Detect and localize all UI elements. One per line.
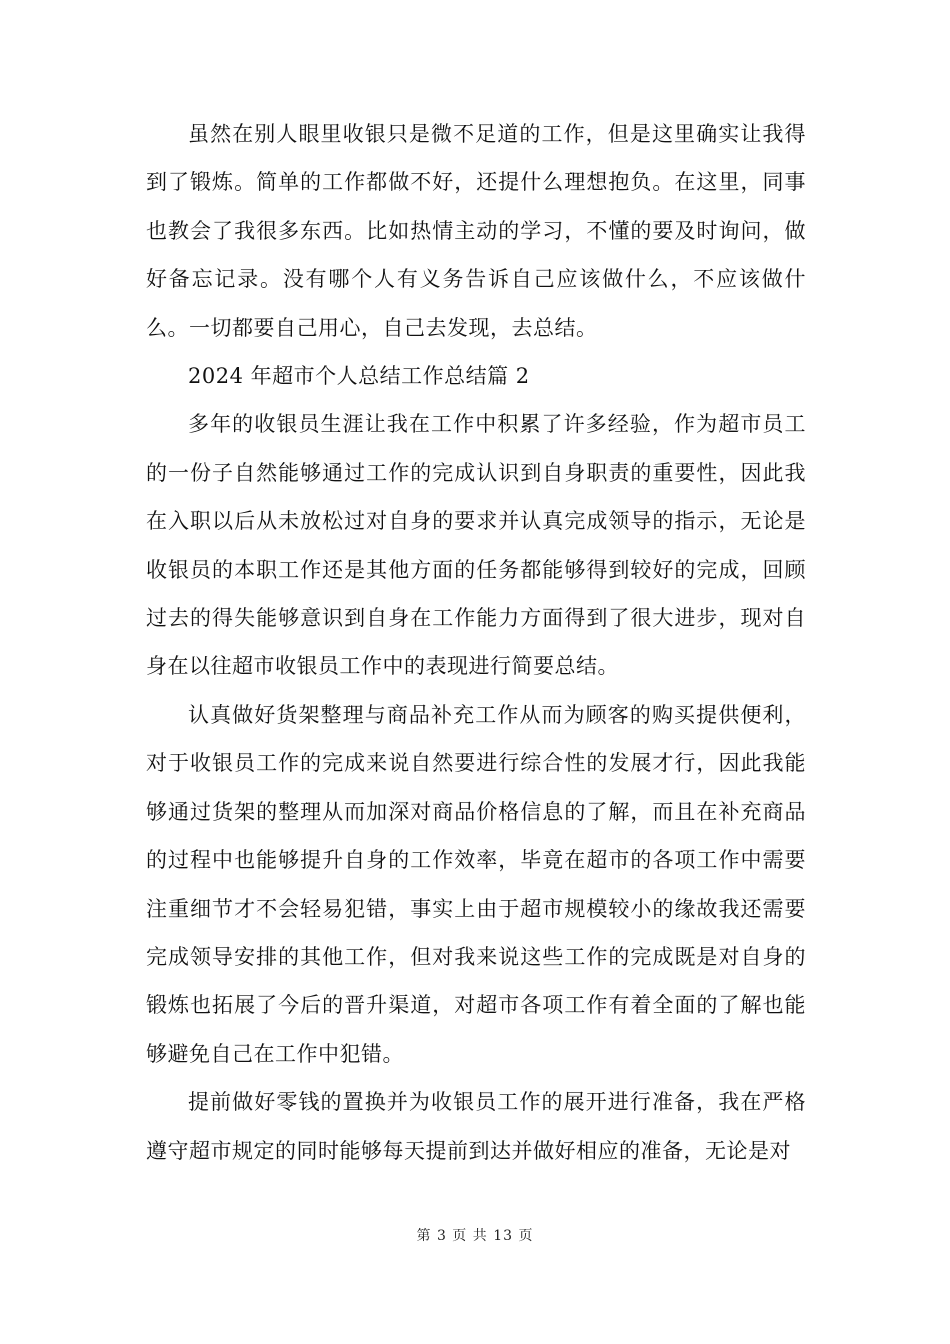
page-footer: 第 3 页 共 13 页: [416, 1228, 534, 1244]
paragraph-3: 认真做好货架整理与商品补充工作从而为顾客的购买提供便利，对于收银员工作的完成来说自然要进行综合性的发展才行，因此我能够通过货架的整理从而加深对商品价格信息的了解，而且在补充商品的过程中也能够提升自身的工作效率，毕竟在超市的各项工作中需要注重细节才不会轻易犯错，事实上由于超市规模较小的缘故我还需要完成领导安排的其他工作，但对我来说这些工作的完成既是对自身的锻炼也拓展了今后的晋升渠道，对超市各项工作有着全面的了解也能够避免自己在工作中犯错。: [146, 702, 806, 1066]
paragraph-2: 多年的收银员生涯让我在工作中积累了许多经验，作为超市员工的一份子自然能够通过工作的完成认识到自身职责的重要性，因此我在入职以后从未放松过对自身的要求并认真完成领导的指示，无论是收银员的本职工作还是其他方面的任务都能够得到较好的完成，回顾过去的得失能够意识到自身在工作能力方面得到了很大进步，现对自身在以往超市收银员工作中的表现进行简要总结。: [146, 412, 806, 679]
section-heading: 2024 年超市个人总结工作总结篇 2: [188, 364, 530, 389]
document-body: [146, 110, 806, 1175]
paragraph-1: 虽然在别人眼里收银只是微不足道的工作，但是这里确实让我得到了锻炼。简单的工作都做不好，还提什么理想抱负。在这里，同事也教会了我很多东西。比如热情主动的学习，不懂的要及时询问，做好备忘记录。没有哪个人有义务告诉自己应该做什么，不应该做什么。一切都要自己用心，自己去发现，去总结。: [146, 122, 806, 340]
paragraph-4: 提前做好零钱的置换并为收银员工作的展开进行准备，我在严格遵守超市规定的同时能够每天提前到达并做好相应的准备，无论是对: [146, 1090, 806, 1163]
